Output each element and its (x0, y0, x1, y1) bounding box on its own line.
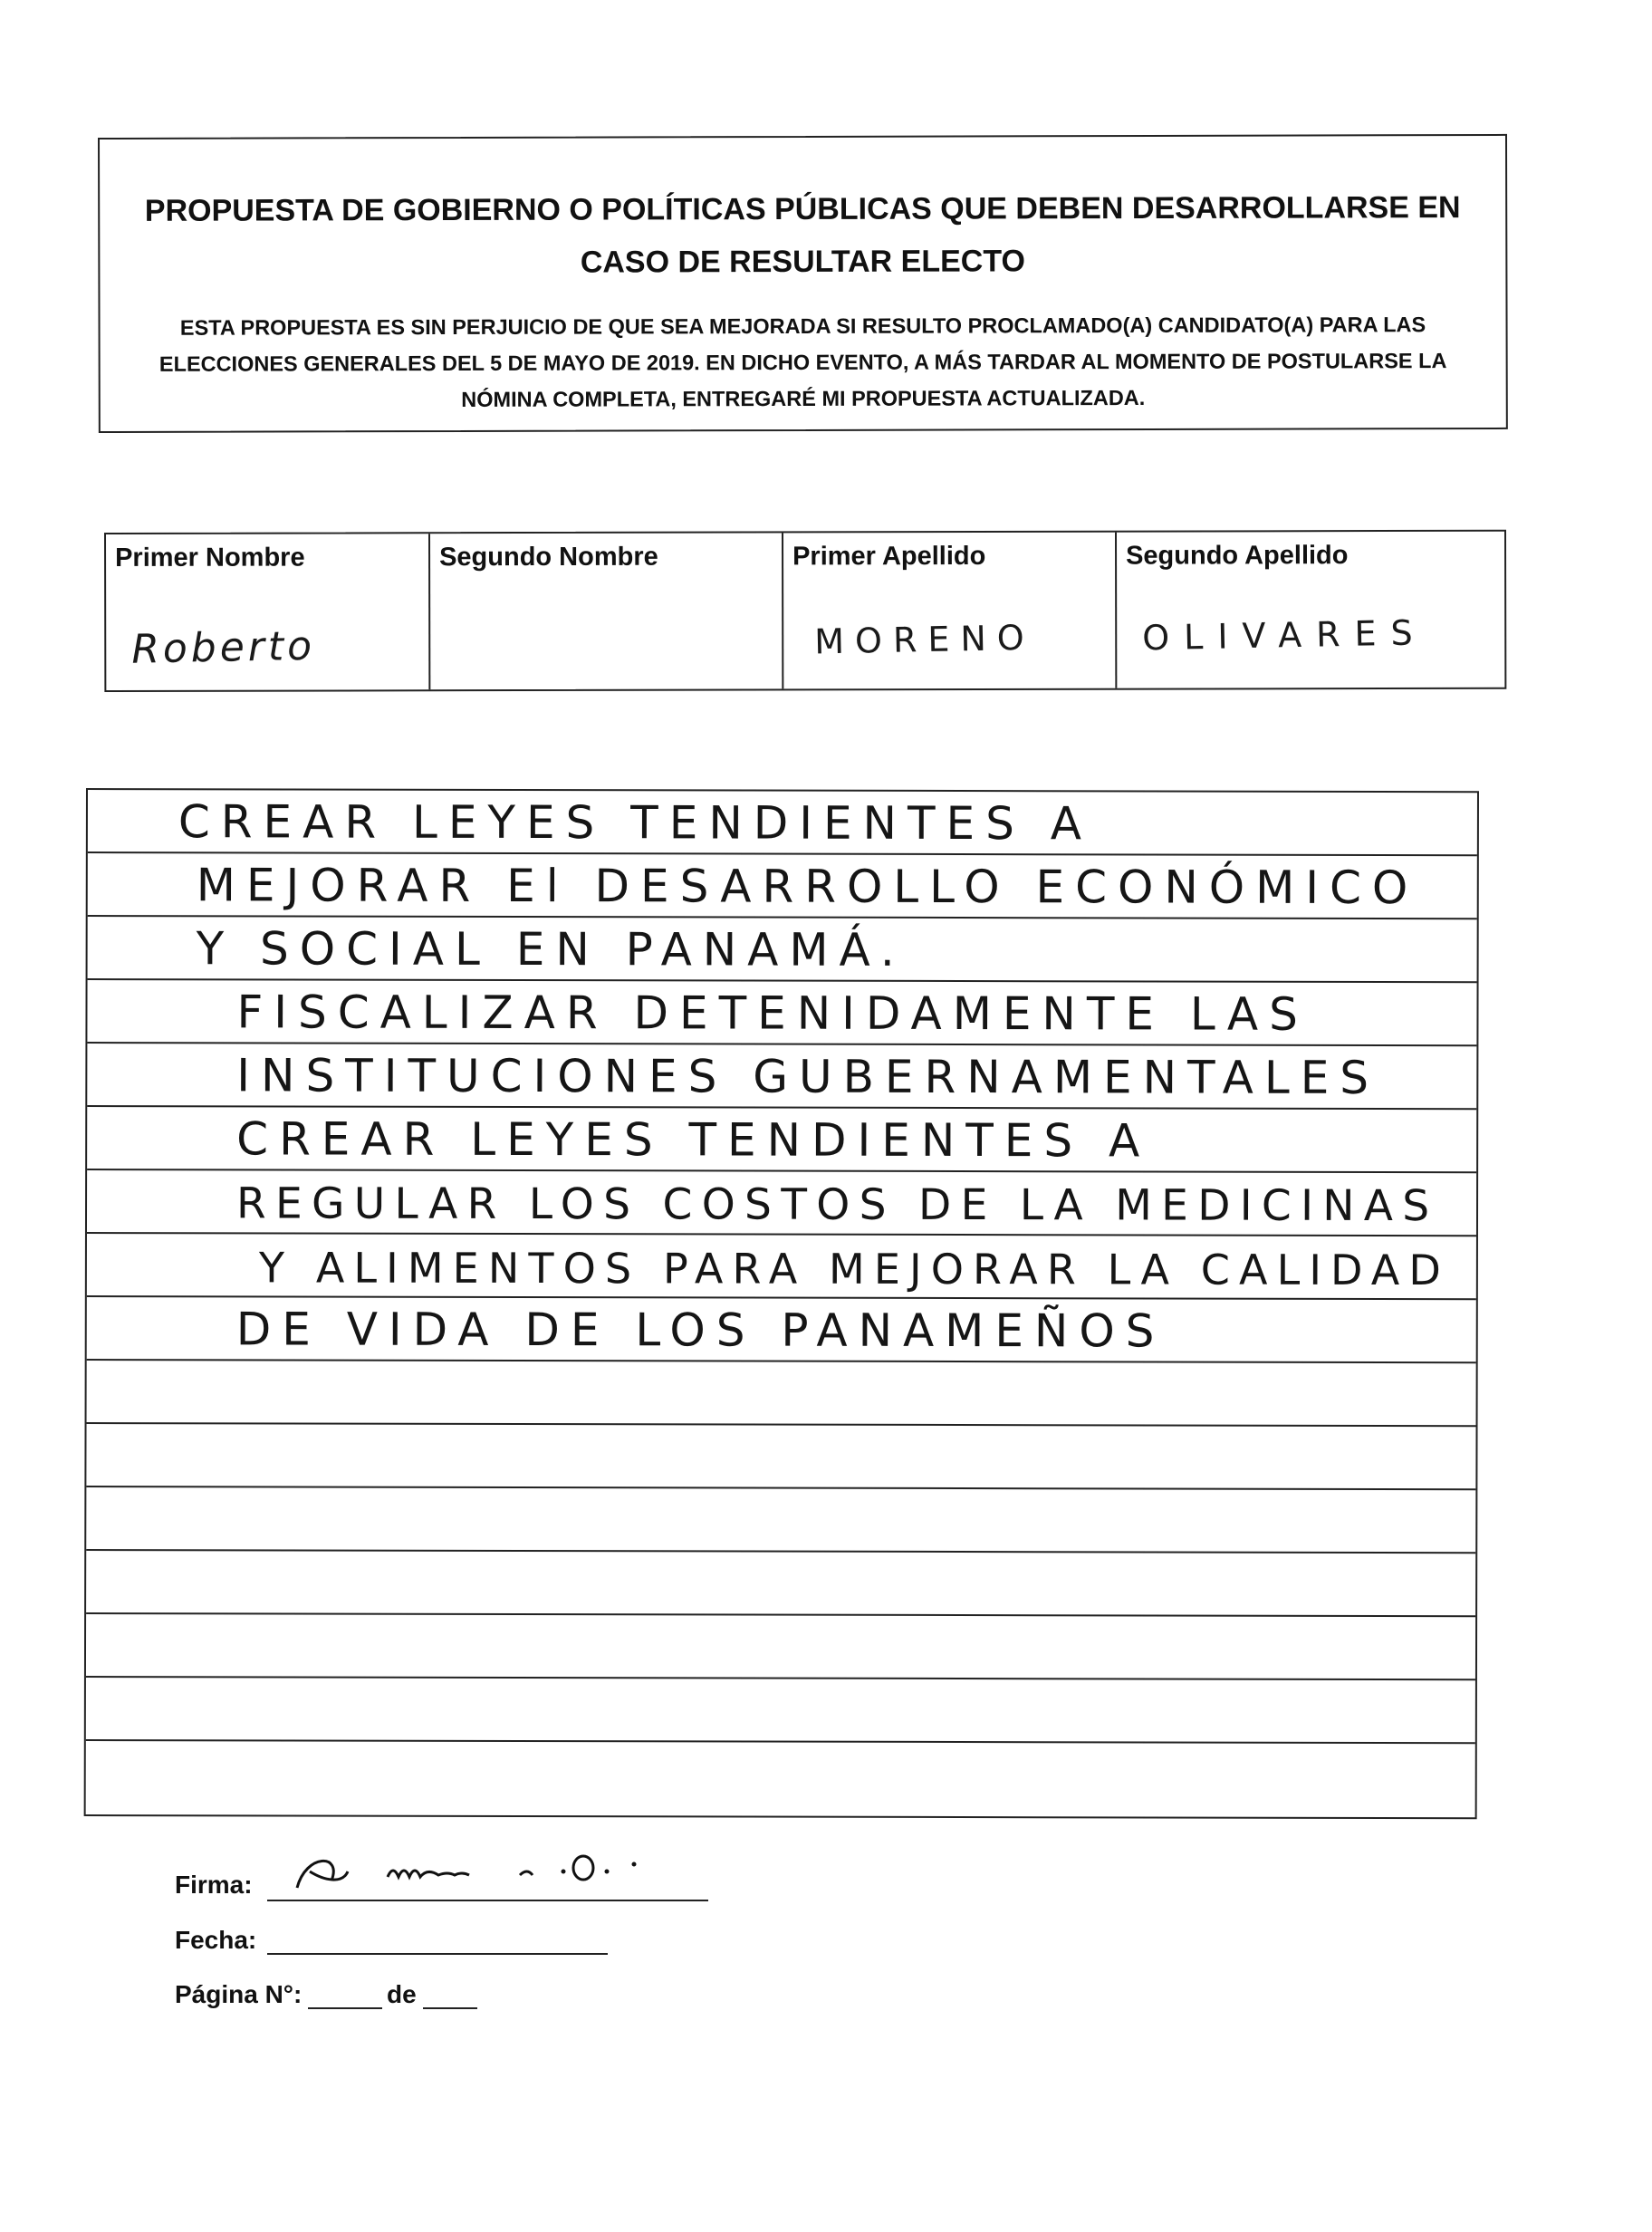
primer-apellido-cell[interactable] (783, 533, 1117, 689)
proposal-line-text: FISCALIZAR DETENIDAMENTE LAS (236, 986, 1309, 1041)
proposal-line-text: MEJORAR El DESARROLLO ECONÓMICO (196, 859, 1419, 915)
fecha-line[interactable] (267, 1953, 608, 1955)
de-label: de (387, 1980, 417, 2008)
proposal-line[interactable] (86, 1678, 1475, 1744)
pagina-label: Página N°: (175, 1980, 303, 2008)
primer-nombre-cell[interactable] (106, 534, 430, 690)
signature-scribble (288, 1844, 741, 1899)
firma-line[interactable] (267, 1900, 708, 1901)
proposal-line[interactable] (86, 1551, 1475, 1617)
firma-label: Firma: (175, 1871, 253, 1899)
segundo-apellido-cell[interactable] (1117, 532, 1504, 688)
pagina-number-line[interactable] (308, 2007, 382, 2009)
proposal-line[interactable] (87, 1107, 1476, 1173)
fecha-label: Fecha: (175, 1926, 257, 1954)
segundo-nombre-cell[interactable] (430, 533, 783, 689)
pagina-total-line[interactable] (423, 2007, 477, 2009)
proposal-line[interactable] (88, 853, 1477, 919)
proposal-line[interactable] (87, 1170, 1476, 1236)
name-table (104, 530, 1506, 692)
proposal-line-text: Y ALIMENTOS PARA MEJORAR LA CALIDAD (258, 1243, 1451, 1295)
proposal-line[interactable] (87, 1044, 1476, 1110)
header-box (98, 134, 1508, 433)
proposal-line-text: REGULAR LOS COSTOS DE LA MEDICINAS (235, 1179, 1439, 1232)
proposal-line[interactable] (86, 1614, 1475, 1680)
proposal-line-text: CREAR LEYES TENDIENTES A (236, 1112, 1151, 1168)
primer-apellido-label: Primer Apellido (792, 541, 986, 572)
proposal-line[interactable] (88, 917, 1477, 983)
primer-apellido-value: MORENO (813, 617, 1036, 662)
form-subtitle: ESTA PROPUESTA ES SIN PERJUICIO DE QUE SEA MEJORADA SI RESULTO PROCLAMADO(A) CANDIDATO(A) PARA LAS ELECCIONES GENERALES DEL 5 DE MAYO DE 2019. EN DICHO EVENTO, A MÁS TARDAR AL MOMENTO DE POSTULARSE LA NÓMINA COMPLETA, ENTREGARÉ MI PROPUESTA ACTUALIZADA. (158, 313, 1447, 411)
proposal-line[interactable] (86, 1487, 1475, 1554)
proposal-line[interactable] (87, 980, 1476, 1046)
segundo-apellido-value: OLIVARES (1141, 612, 1428, 659)
proposal-lined-area[interactable] (84, 788, 1479, 1819)
primer-nombre-value: Roberto (130, 622, 316, 673)
proposal-line-text: Y SOCIAL EN PANAMÁ. (196, 922, 906, 976)
segundo-apellido-label: Segundo Apellido (1126, 541, 1349, 571)
proposal-line-text: DE VIDA DE LOS PANAMEÑOS (235, 1303, 1166, 1358)
proposal-line[interactable] (88, 790, 1477, 856)
proposal-line[interactable] (86, 1424, 1475, 1490)
primer-nombre-label: Primer Nombre (115, 543, 305, 572)
proposal-line-text: INSTITUCIONES GUBERNAMENTALES (236, 1049, 1380, 1104)
proposal-line[interactable] (87, 1361, 1476, 1427)
proposal-line[interactable] (86, 1741, 1475, 1807)
proposal-line[interactable] (87, 1297, 1476, 1363)
proposal-line[interactable] (87, 1234, 1476, 1300)
proposal-line-text: CREAR LEYES TENDIENTES A (178, 795, 1093, 851)
segundo-nombre-label: Segundo Nombre (439, 542, 658, 572)
form-title: PROPUESTA DE GOBIERNO O POLÍTICAS PÚBLICAS QUE DEBEN DESARROLLARSE EN CASO DE RESULTAR ELECTO (144, 190, 1461, 280)
